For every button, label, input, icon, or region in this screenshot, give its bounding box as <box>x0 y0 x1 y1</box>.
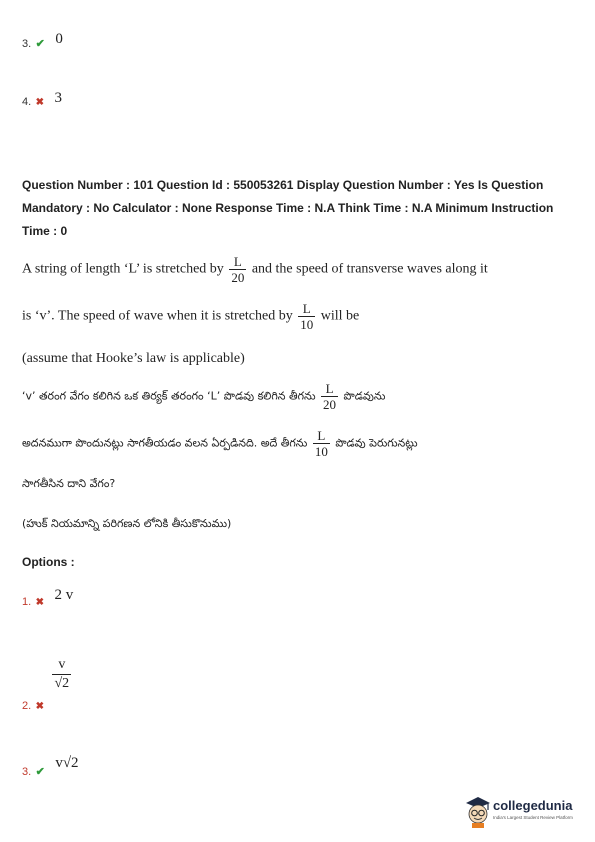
option-number: 3. <box>22 38 32 50</box>
option-2 <box>22 656 73 712</box>
option-number: 1. <box>22 596 32 608</box>
question-te-line4: (హుక్ నియమాన్ని పరిగణన లోనికి తీసుకొనుము) <box>22 517 232 530</box>
wrong-cross-icon: ✖ <box>35 97 45 108</box>
question-meta: Question Number : 101 Question Id : 550053261 Display Question Number : Yes Is Question Mandatory : No Calculator : None Response Time : N.A Think Time : N.A Minimum Instruction Time : 0 <box>22 178 554 238</box>
logo-tagline: India's Largest Student Review Platform <box>493 815 573 820</box>
correct-check-icon: ✔ <box>35 38 45 50</box>
fraction-l-10: $\frac{L}{10}$ <box>300 301 314 332</box>
logo-wordmark: collegedunia <box>493 798 573 813</box>
question-en-line3: (assume that Hooke’s law is applicable) <box>22 351 245 366</box>
question-te-line3: సాగతీసిన దాని వేగం? <box>22 477 116 490</box>
collegedunia-logo <box>463 792 581 832</box>
prev-option-4 <box>22 92 62 110</box>
question-text: ‘v’ తరంగ వేగం కలిగిన ఒక తిర్యక్ తరంగం ‘L’ పొడవు కలిగిన తీగను <box>22 389 316 403</box>
fraction-l-20: $\frac{L}{20}$ <box>231 254 245 285</box>
question-te-line2 <box>22 428 582 459</box>
question-en-line2 <box>22 301 582 332</box>
options-label: Options : <box>22 555 75 569</box>
option-number: 2. <box>22 699 32 712</box>
question-te-line1 <box>22 381 582 412</box>
question-text: will be <box>320 308 360 324</box>
fraction-l-10: $\frac{L}{10}$ <box>314 428 328 459</box>
question-text: పొడవు పెరుగునట్లు <box>335 436 418 450</box>
fraction-l-20: $\frac{L}{20}$ <box>323 381 337 412</box>
option-value: v√2 <box>55 755 79 771</box>
question-text: and the speed of transverse waves along it <box>251 261 488 277</box>
wrong-cross-icon: ✖ <box>35 597 45 608</box>
question-text: అదనముగా పొందునట్లు సాగతీయడం వలన ఏర్పడినది. అదే తీగను <box>22 436 308 450</box>
option-number: 3. <box>22 766 32 778</box>
wrong-cross-icon: ✖ <box>35 700 45 712</box>
prev-option-3 <box>22 31 63 52</box>
mascot-icon <box>463 794 493 828</box>
option-1 <box>22 587 74 610</box>
option-value: 2 v <box>54 587 74 603</box>
option-3 <box>22 755 79 780</box>
question-en-line1 <box>22 254 582 285</box>
question-text: is ‘v’. The speed of wave when it is stretched by <box>22 308 293 324</box>
option-value: 0 <box>55 31 63 47</box>
option-fraction: $\frac{v}{√2}$ <box>54 657 70 691</box>
option-number: 4. <box>22 96 32 108</box>
question-text: A string of length ‘L’ is stretched by <box>22 261 224 277</box>
correct-check-icon: ✔ <box>35 766 45 778</box>
question-text: పొడవును <box>343 389 386 403</box>
option-value: 3 <box>54 90 62 106</box>
